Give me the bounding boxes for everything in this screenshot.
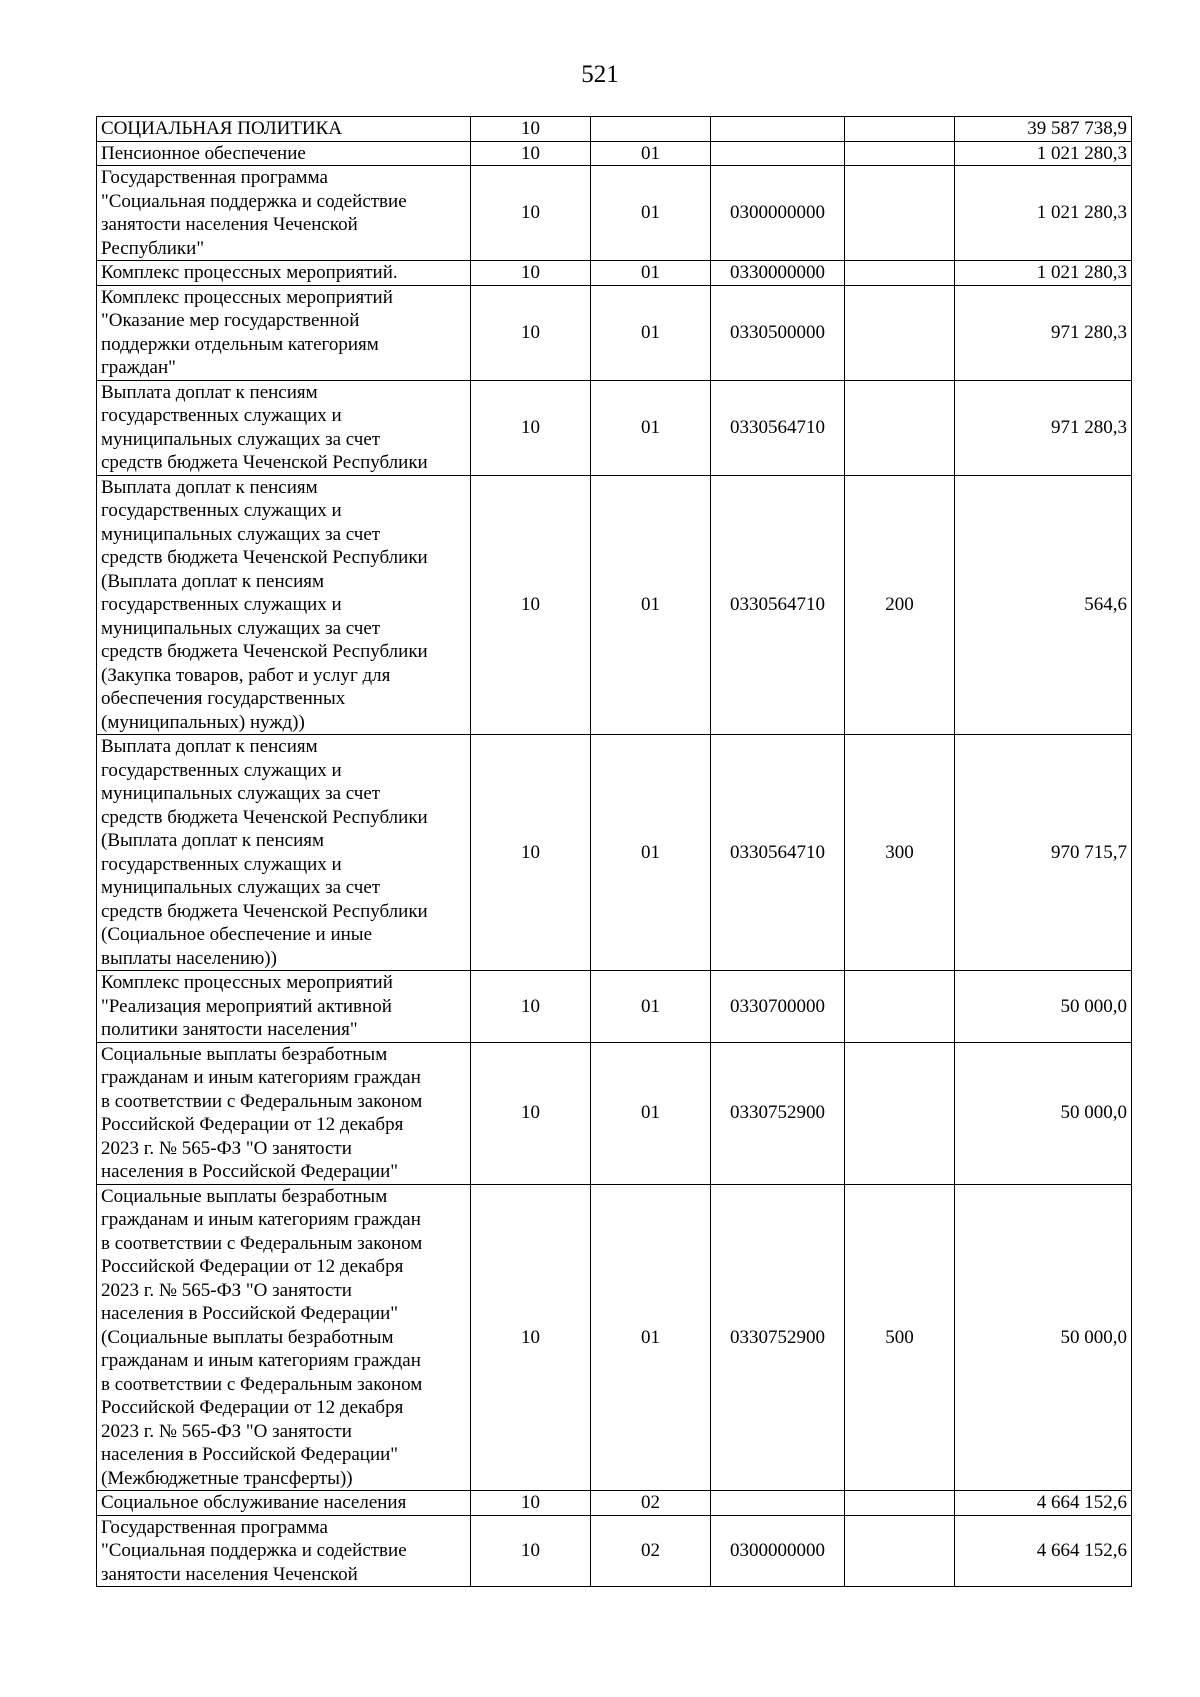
cell-amount: 39 587 738,9: [955, 117, 1132, 142]
cell-section: 10: [471, 117, 591, 142]
cell-target-article: [711, 141, 845, 166]
cell-section: 10: [471, 1042, 591, 1184]
cell-amount: 4 664 152,6: [955, 1491, 1132, 1516]
cell-section: 10: [471, 380, 591, 475]
cell-section: 10: [471, 475, 591, 735]
cell-subsection: 02: [591, 1491, 711, 1516]
cell-target-article: 0330564710: [711, 380, 845, 475]
cell-amount: 50 000,0: [955, 1042, 1132, 1184]
cell-expense-type: [845, 166, 955, 261]
cell-name: Выплата доплат к пенсиям государственных служащих и муниципальных служащих за счет средств бюджета Чеченской Республики (Выплата доплат к пенсиям государственных служащих и муниципальных служащих за счет средств бюджета Чеченской Республики (Закупка товаров, работ и услуг для обеспечения государственных (муниципальных) нужд)): [97, 475, 471, 735]
cell-subsection: 02: [591, 1515, 711, 1587]
table-row: [97, 141, 1132, 166]
table-body: [97, 117, 1132, 1587]
table-row: [97, 117, 1132, 142]
cell-name: Государственная программа "Социальная поддержка и содействие занятости населения Чеченской Республики": [97, 166, 471, 261]
cell-amount: 564,6: [955, 475, 1132, 735]
cell-expense-type: [845, 971, 955, 1043]
cell-amount: 1 021 280,3: [955, 166, 1132, 261]
cell-expense-type: [845, 117, 955, 142]
cell-name: Выплата доплат к пенсиям государственных служащих и муниципальных служащих за счет средств бюджета Чеченской Республики: [97, 380, 471, 475]
cell-expense-type: [845, 1515, 955, 1587]
table-row: [97, 261, 1132, 286]
cell-target-article: 0300000000: [711, 1515, 845, 1587]
cell-subsection: 01: [591, 735, 711, 971]
cell-section: 10: [471, 285, 591, 380]
cell-subsection: 01: [591, 1184, 711, 1491]
cell-subsection: 01: [591, 285, 711, 380]
cell-target-article: 0330000000: [711, 261, 845, 286]
cell-expense-type: [845, 1042, 955, 1184]
cell-name: Комплекс процессных мероприятий.: [97, 261, 471, 286]
table-row: [97, 285, 1132, 380]
cell-expense-type: [845, 1491, 955, 1516]
cell-expense-type: [845, 261, 955, 286]
cell-name: Государственная программа "Социальная поддержка и содействие занятости населения Чеченской: [97, 1515, 471, 1587]
cell-section: 10: [471, 1515, 591, 1587]
cell-expense-type: [845, 380, 955, 475]
cell-subsection: [591, 117, 711, 142]
cell-expense-type: 500: [845, 1184, 955, 1491]
cell-target-article: 0330700000: [711, 971, 845, 1043]
cell-amount: 4 664 152,6: [955, 1515, 1132, 1587]
cell-target-article: 0330500000: [711, 285, 845, 380]
cell-subsection: 01: [591, 475, 711, 735]
cell-expense-type: [845, 141, 955, 166]
table-row: [97, 1184, 1132, 1491]
cell-target-article: 0330752900: [711, 1042, 845, 1184]
cell-name: Социальное обслуживание населения: [97, 1491, 471, 1516]
table-row: [97, 475, 1132, 735]
cell-section: 10: [471, 1184, 591, 1491]
cell-expense-type: 200: [845, 475, 955, 735]
cell-name: Пенсионное обеспечение: [97, 141, 471, 166]
table-row: [97, 1515, 1132, 1587]
cell-subsection: 01: [591, 141, 711, 166]
page-number: 521: [581, 61, 619, 88]
cell-name: СОЦИАЛЬНАЯ ПОЛИТИКА: [97, 117, 471, 142]
cell-target-article: 0330752900: [711, 1184, 845, 1491]
cell-name: Социальные выплаты безработным гражданам и иным категориям граждан в соответствии с Федеральным законом Российской Федерации от 12 декабря 2023 г. № 565-ФЗ "О занятости населения в Российской Федерации" (Социальные выплаты безработным гражданам и иным категориям граждан в соответствии с Федеральным законом Российской Федерации от 12 декабря 2023 г. № 565-ФЗ "О занятости населения в Российской Федерации" (Межбюджетные трансферты)): [97, 1184, 471, 1491]
cell-target-article: [711, 1491, 845, 1516]
table-row: [97, 166, 1132, 261]
cell-amount: 50 000,0: [955, 971, 1132, 1043]
cell-target-article: 0300000000: [711, 166, 845, 261]
table-row: [97, 971, 1132, 1043]
cell-expense-type: 300: [845, 735, 955, 971]
budget-table: [96, 116, 1132, 1587]
cell-name: Социальные выплаты безработным гражданам и иным категориям граждан в соответствии с Федеральным законом Российской Федерации от 12 декабря 2023 г. № 565-ФЗ "О занятости населения в Российской Федерации": [97, 1042, 471, 1184]
cell-section: 10: [471, 166, 591, 261]
cell-amount: 1 021 280,3: [955, 141, 1132, 166]
cell-amount: 971 280,3: [955, 285, 1132, 380]
table-row: [97, 735, 1132, 971]
cell-section: 10: [471, 1491, 591, 1516]
cell-section: 10: [471, 141, 591, 166]
cell-name: Комплекс процессных мероприятий "Реализация мероприятий активной политики занятости населения": [97, 971, 471, 1043]
cell-amount: 1 021 280,3: [955, 261, 1132, 286]
cell-section: 10: [471, 735, 591, 971]
table-row: [97, 1042, 1132, 1184]
table-row: [97, 1491, 1132, 1516]
cell-target-article: [711, 117, 845, 142]
cell-section: 10: [471, 261, 591, 286]
cell-amount: 971 280,3: [955, 380, 1132, 475]
cell-subsection: 01: [591, 1042, 711, 1184]
cell-amount: 970 715,7: [955, 735, 1132, 971]
cell-target-article: 0330564710: [711, 735, 845, 971]
cell-subsection: 01: [591, 261, 711, 286]
table-row: [97, 380, 1132, 475]
cell-subsection: 01: [591, 166, 711, 261]
cell-subsection: 01: [591, 380, 711, 475]
cell-expense-type: [845, 285, 955, 380]
cell-section: 10: [471, 971, 591, 1043]
cell-amount: 50 000,0: [955, 1184, 1132, 1491]
cell-subsection: 01: [591, 971, 711, 1043]
cell-target-article: 0330564710: [711, 475, 845, 735]
cell-name: Выплата доплат к пенсиям государственных служащих и муниципальных служащих за счет средств бюджета Чеченской Республики (Выплата доплат к пенсиям государственных служащих и муниципальных служащих за счет средств бюджета Чеченской Республики (Социальное обеспечение и иные выплаты населению)): [97, 735, 471, 971]
cell-name: Комплекс процессных мероприятий "Оказание мер государственной поддержки отдельным категориям граждан": [97, 285, 471, 380]
